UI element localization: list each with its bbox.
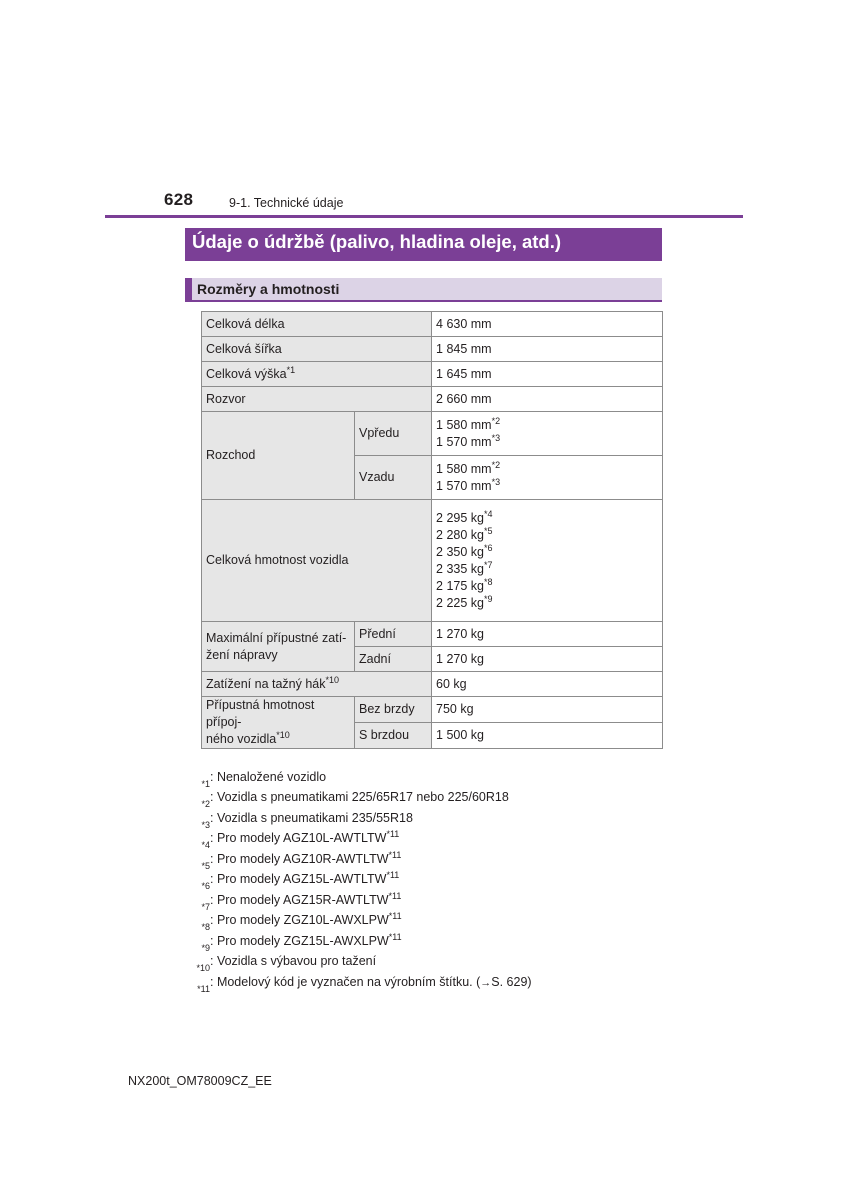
table-row bbox=[202, 362, 663, 387]
footnote-ref: *11 bbox=[388, 911, 402, 921]
section-breadcrumb: 9-1. Technické údaje bbox=[229, 196, 344, 210]
footnote-ref: *3 bbox=[491, 476, 501, 487]
footnote-body: : Pro modely AGZ15R-AWTLTW bbox=[210, 892, 389, 907]
row-value: 4 630 mm bbox=[432, 312, 663, 337]
footnote-body: : Pro modely AGZ10R-AWTLTW bbox=[210, 851, 389, 866]
value-line bbox=[436, 434, 658, 451]
footnote: *6 : Pro modely AGZ15L-AWTLTW$^{*11}$ bbox=[201, 870, 400, 891]
arrow-right-icon: → bbox=[480, 976, 492, 989]
footnote-ref: *7 bbox=[483, 559, 493, 570]
value-text: 2 175 kg bbox=[436, 578, 484, 593]
sub-label: Vzadu bbox=[355, 456, 432, 500]
footnote-text bbox=[210, 890, 402, 907]
table-row bbox=[202, 387, 663, 412]
value-line bbox=[436, 417, 658, 434]
row-label bbox=[202, 622, 355, 672]
footnote: *11 : Modelový kód je vyznačen na výrobním štítku. (→S. 629) bbox=[197, 974, 532, 994]
footnote-body: : Pro modely ZGZ10L-AWXLPW bbox=[210, 913, 389, 927]
footnote-ref: *6 bbox=[483, 542, 493, 553]
footnote-ref: *11 bbox=[386, 829, 400, 839]
table-row bbox=[202, 500, 663, 622]
footnote-body: : Pro modely AGZ10L-AWTLTW bbox=[210, 831, 387, 845]
label-text: ného vozidla bbox=[206, 732, 277, 746]
header-divider bbox=[105, 215, 743, 218]
value-text: 1 570 mm bbox=[436, 478, 492, 493]
sub-label: Zadní bbox=[355, 647, 432, 672]
footnote-ref: *4 bbox=[483, 508, 493, 519]
row-value: 1 270 kg bbox=[432, 647, 663, 672]
value-line bbox=[436, 595, 658, 612]
footnote: *2 : Vozidla s pneumatikami 225/65R17 nebo 225/60R18 bbox=[201, 790, 509, 809]
footnote: *4 : Pro modely AGZ10L-AWTLTW$^{*11}$ bbox=[201, 829, 400, 850]
row-value: 750 kg bbox=[432, 697, 663, 723]
sub-label: Bez brzdy bbox=[355, 697, 432, 723]
footnote: *9 : Pro modely ZGZ15L-AWXLPW$^{*11}$ bbox=[201, 931, 402, 953]
sub-label: Vpředu bbox=[355, 412, 432, 456]
table-row bbox=[202, 622, 663, 647]
table-row bbox=[202, 412, 663, 456]
footnote: *10 : Vozidla s výbavou pro tažení bbox=[196, 954, 377, 973]
footnote-text bbox=[210, 872, 399, 886]
footnote-ref: *5 bbox=[483, 525, 493, 536]
row-value bbox=[432, 500, 663, 622]
row-value: 1 270 kg bbox=[432, 622, 663, 647]
value-text: 2 225 kg bbox=[436, 595, 484, 610]
footnote-ref: *9 bbox=[483, 593, 493, 604]
value-text: 2 335 kg bbox=[436, 561, 484, 576]
footnote-ref: *2 bbox=[491, 415, 501, 426]
table-row bbox=[202, 337, 663, 362]
footnote-ref: *11 bbox=[388, 931, 402, 942]
row-label bbox=[202, 672, 432, 697]
value-line bbox=[436, 578, 658, 595]
table-row bbox=[202, 312, 663, 337]
value-text: 2 350 kg bbox=[436, 544, 484, 559]
value-text: 2 280 kg bbox=[436, 527, 484, 542]
footnote-text bbox=[210, 975, 532, 989]
label-text: Zatížení na tažný hák bbox=[206, 676, 326, 691]
footnote-ref: *1 bbox=[286, 364, 296, 375]
value-line bbox=[436, 527, 658, 544]
label-line bbox=[206, 731, 350, 748]
sub-label: S brzdou bbox=[355, 723, 432, 749]
footnote-ref: *10 bbox=[276, 730, 290, 740]
row-value bbox=[432, 412, 663, 456]
label-text: Celková výška bbox=[206, 366, 287, 381]
row-label: Rozvor bbox=[202, 387, 432, 412]
footnotes bbox=[190, 763, 610, 994]
footnote-text bbox=[210, 931, 402, 948]
footnote-ref: *10 bbox=[325, 674, 340, 685]
row-value bbox=[432, 456, 663, 500]
footnote: *5 : Pro modely AGZ10R-AWTLTW$^{*11}$ bbox=[201, 849, 402, 871]
row-value: 2 660 mm bbox=[432, 387, 663, 412]
footnote: *3 : Vozidla s pneumatikami 235/55R18 bbox=[201, 810, 413, 830]
value-line bbox=[436, 561, 658, 578]
footnote-body: : Pro modely ZGZ15L-AWXLPW bbox=[210, 933, 389, 948]
section-subtitle: Rozměry a hmotnosti bbox=[185, 278, 662, 302]
row-label bbox=[202, 697, 355, 749]
label-line: žení nápravy bbox=[206, 647, 278, 662]
value-text: 1 570 mm bbox=[436, 434, 492, 449]
row-label: Celková hmotnost vozidla bbox=[202, 500, 432, 622]
footnote: *8 : Pro modely ZGZ10L-AWXLPW$^{*11}$ bbox=[201, 911, 402, 932]
page-number: 628 bbox=[164, 190, 194, 209]
row-value: 1 845 mm bbox=[432, 337, 663, 362]
row-value: 1 645 mm bbox=[432, 362, 663, 387]
value-line bbox=[436, 478, 658, 495]
value-text: 1 580 mm bbox=[436, 417, 492, 432]
footnote-ref: *11 bbox=[388, 890, 402, 901]
value-line bbox=[436, 461, 658, 478]
label-line: Přípustná hmotnost přípoj- bbox=[206, 698, 315, 729]
footnote-ref: *3 bbox=[491, 432, 501, 443]
footnote: *7 : Pro modely AGZ15R-AWTLTW$^{*11}$ bbox=[201, 890, 402, 912]
value-text: 1 580 mm bbox=[436, 461, 492, 476]
footnote-text bbox=[210, 831, 399, 845]
document-code: NX200t_OM78009CZ_EE bbox=[128, 1074, 272, 1088]
row-label: Celková šířka bbox=[202, 337, 432, 362]
footnote-text: : Nenaložené vozidlo bbox=[210, 769, 327, 784]
footnote: *1 : Nenaložené vozidlo bbox=[201, 769, 327, 789]
sub-label: Přední bbox=[355, 622, 432, 647]
value-line bbox=[436, 544, 658, 561]
closing-paren: ) bbox=[527, 974, 532, 989]
row-label: Celková délka bbox=[202, 312, 432, 337]
table-row bbox=[202, 697, 663, 723]
row-value: 1 500 kg bbox=[432, 723, 663, 749]
label-line: Maximální přípustné zatí- bbox=[206, 630, 347, 645]
row-label: Rozchod bbox=[202, 412, 355, 500]
footnote-text: : Vozidla s pneumatikami 225/65R17 nebo 225/60R18 bbox=[210, 790, 509, 804]
footnote-body: : Modelový kód je vyznačen na výrobním štítku. ( bbox=[210, 974, 481, 989]
dimensions-weights-table bbox=[201, 311, 663, 749]
value-line bbox=[436, 510, 658, 527]
footnote-text bbox=[210, 913, 402, 927]
footnote-text bbox=[210, 849, 402, 866]
row-label bbox=[202, 362, 432, 387]
footnote-ref: *11 bbox=[386, 870, 400, 880]
page-reference-link[interactable]: S. 629 bbox=[491, 974, 528, 989]
value-text: 2 295 kg bbox=[436, 510, 484, 525]
footnote-text: : Vozidla s výbavou pro tažení bbox=[210, 954, 377, 968]
footnote-text: : Vozidla s pneumatikami 235/55R18 bbox=[210, 810, 413, 825]
footnote-ref: *8 bbox=[483, 576, 493, 587]
footnote-body: : Pro modely AGZ15L-AWTLTW bbox=[210, 872, 387, 886]
footnote-ref: *11 bbox=[388, 849, 402, 860]
page-title: Údaje o údržbě (palivo, hladina oleje, atd.) bbox=[185, 228, 662, 261]
row-value: 60 kg bbox=[432, 672, 663, 697]
table-row bbox=[202, 672, 663, 697]
footnote-ref: *2 bbox=[491, 459, 501, 470]
